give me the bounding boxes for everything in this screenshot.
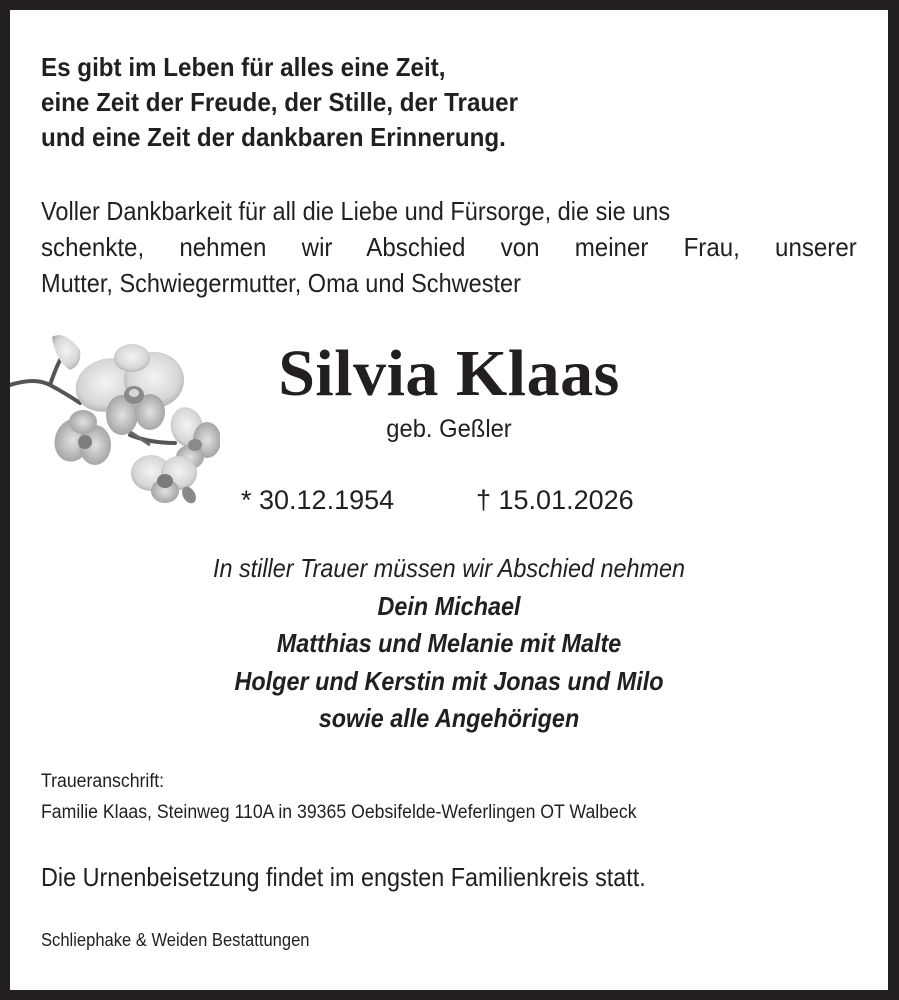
mourners-intro: In stiller Trauer müssen wir Abschied nehmen xyxy=(212,553,686,583)
mourner-line: Dein Michael xyxy=(377,590,521,621)
address-label: Traueranschrift: xyxy=(41,771,165,792)
obituary-card xyxy=(10,10,888,990)
maiden-name-text: geb. Geßler xyxy=(386,415,512,443)
intro-line: schenkte, nehmen wir Abschied von meiner Frau, unserer xyxy=(41,232,857,262)
deceased-name: Silvia Klaas xyxy=(278,337,620,410)
burial-note xyxy=(41,860,713,894)
motto-line: und eine Zeit der dankbaren Erinnerung. xyxy=(41,122,506,152)
motto-verse xyxy=(41,50,554,155)
mourner-line: Matthias und Melanie mit Malte xyxy=(276,628,622,658)
intro-line: Voller Dankbarkeit für all die Liebe und Fürsorge, die sie uns xyxy=(41,196,671,226)
intro-line: Mutter, Schwiegermutter, Oma und Schwester xyxy=(41,268,521,298)
undertaker xyxy=(41,928,333,952)
birth-date: * 30.12.1954 xyxy=(241,485,395,515)
motto-line: Es gibt im Leben für alles eine Zeit, xyxy=(41,52,446,82)
mourning-address xyxy=(41,766,681,828)
motto-line: eine Zeit der Freude, der Stille, der Trauer xyxy=(41,87,519,117)
mourner-line: Holger und Kerstin mit Jonas und Milo xyxy=(234,665,664,696)
address-value: Familie Klaas, Steinweg 110A in 39365 Oebsifelde-Weferlingen OT Walbeck xyxy=(41,802,637,823)
undertaker-text: Schliephake & Weiden Bestattungen xyxy=(41,930,310,950)
maiden-name xyxy=(10,414,888,444)
death-date: † 15.01.2026 xyxy=(476,485,634,515)
intro-paragraph xyxy=(41,193,857,301)
mourners-block xyxy=(10,550,888,738)
mourner-line: sowie alle Angehörigen xyxy=(318,703,580,733)
burial-note-text: Die Urnenbeisetzung findet im engsten Familienkreis statt. xyxy=(41,862,646,892)
